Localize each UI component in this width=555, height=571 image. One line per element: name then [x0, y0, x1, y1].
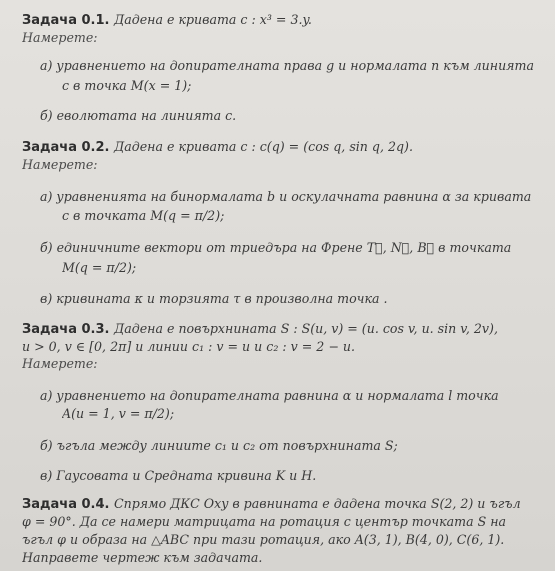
- task2-a-line2: c в точката M(q = π/2);: [62, 208, 225, 223]
- task3-header: [22, 321, 541, 338]
- task2-c: в) кривината κ и торзията τ в произволна точка .: [40, 291, 388, 306]
- task4-line2: φ = 90°. Да се намери матрицата на ротация с център точката S на: [22, 514, 507, 529]
- task1-a-line2: c в точка M(x = 1);: [62, 78, 192, 93]
- task1-statement: Дадена е кривата c : x³ = 3.y.: [114, 12, 312, 27]
- task1-header: [22, 12, 541, 29]
- task2-b-line1: б) единичните вектори от триедъра на Френе T⃗, N⃗, B⃗ в точката: [40, 240, 512, 255]
- task3-statement-line1: Дадена е повърхнината S : S(u, v) = (u. cos v, u. sin v, 2v),: [114, 321, 498, 336]
- task2-header: [22, 139, 541, 156]
- task2-heading: Задача 0.2.: [22, 140, 114, 155]
- task1-find: Намерете:: [22, 30, 98, 45]
- task2-a-line1: а) уравненията на бинормалата b и оскулачната равнина α за кривата: [40, 189, 532, 204]
- task3-statement-line2: u > 0, v ∈ [0, 2π] и линии c₁ : v = u и c₂ : v = 2 − u.: [22, 339, 355, 354]
- task4-heading: Задача 0.4.: [22, 497, 114, 512]
- task1-a-line1: а) уравнението на допирателната права g и нормалата n към линията: [40, 58, 534, 73]
- task2-statement: Дадена е кривата c : c(q) = (cos q, sin q, 2q).: [114, 139, 413, 154]
- task3-a-line2: A(u = 1, v = π/2);: [62, 406, 175, 421]
- task3-b: б) ъгъла между линиите c₁ и c₂ от повърхнината S;: [40, 438, 398, 453]
- task3-find: Намерете:: [22, 356, 98, 371]
- task1-b: б) еволютата на линията c.: [40, 108, 237, 123]
- task3-c: в) Гаусовата и Средната кривина K и H.: [40, 468, 317, 483]
- task4-line4: Направете чертеж към задачата.: [22, 550, 263, 565]
- task3-heading: Задача 0.3.: [22, 322, 114, 337]
- task4-header: [22, 496, 541, 513]
- task4-line1: Спрямо ДКС Oxy в равнината е дадена точка S(2, 2) и ъгъл: [114, 496, 521, 511]
- task2-b-line2: M(q = π/2);: [62, 260, 137, 275]
- task3-a-line1: а) уравнението на допирателната равнина α и нормалата l точка: [40, 388, 499, 403]
- task1-heading: Задача 0.1.: [22, 13, 114, 28]
- task4-line3: ъгъл φ и образа на △ABC при тази ротация, ако A(3, 1), B(4, 0), C(6, 1).: [22, 532, 505, 547]
- task2-find: Намерете:: [22, 157, 98, 172]
